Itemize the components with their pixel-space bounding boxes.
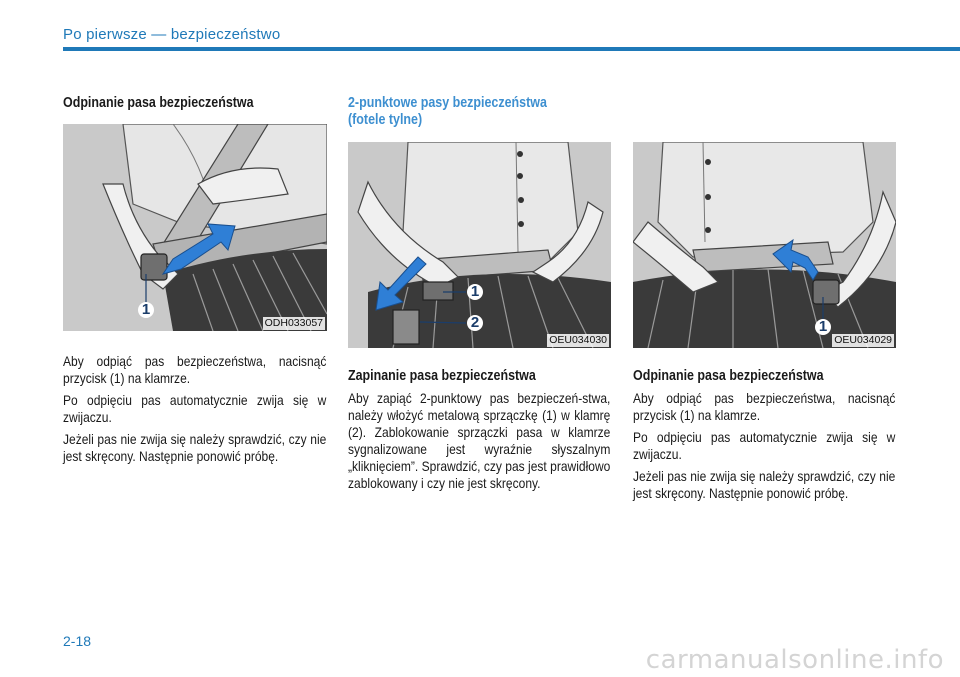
- middle-section-title: Zapinanie pasa bezpieczeństwa: [348, 368, 536, 384]
- right-paragraph-3: Jeżeli pas nie zwija się należy sprawdzić, czy nie jest skręcony. Następnie ponowić próbę.: [633, 468, 896, 501]
- illustration-unbuckle-rear: [633, 142, 896, 348]
- figure-code: OEU034029: [834, 334, 892, 346]
- figure-buckling-rear: [348, 142, 611, 348]
- figure-unbuckling-rear: [633, 142, 896, 348]
- middle-body-text: [348, 390, 611, 497]
- left-body-text: [63, 353, 327, 470]
- left-paragraph-1: Aby odpiąć pas bezpieczeństwa, nacisnąć przycisk (1) na klamrze.: [63, 353, 327, 386]
- watermark: carmanualsonline.info: [645, 645, 944, 675]
- header-rule: [63, 47, 960, 51]
- callout-1: 1: [815, 319, 831, 335]
- page-number: 2-18: [63, 633, 92, 649]
- left-paragraph-3: Jeżeli pas nie zwija się należy sprawdzić, czy nie jest skręcony. Następnie ponowić próbę.: [63, 431, 327, 464]
- middle-heading-line2: (fotele tylne): [348, 112, 423, 128]
- figure-code: ODH033057: [264, 317, 323, 329]
- figure-code: OEU034030: [549, 334, 607, 346]
- middle-heading-line1: 2-punktowe pasy bezpieczeństwa: [348, 95, 547, 111]
- figure-unbuckling-front: [63, 124, 327, 331]
- middle-paragraph: Aby zapiąć 2-punktowy pas bezpieczeń-stwa, należy włożyć metalową sprzączkę (1) w klamrę (2). Zablokowanie sprzączki pasa w klamrze sygnalizowane jest wyraźnie słyszalnym „kliknięciem”. Sprawdzić, czy pas jest prawidłowo zablokowany i czy nie jest skręcony.: [348, 390, 611, 491]
- callout-1: 1: [138, 302, 154, 318]
- left-section-title: Odpinanie pasa bezpieczeństwa: [63, 95, 254, 111]
- right-paragraph-1: Aby odpiąć pas bezpieczeństwa, nacisnąć przycisk (1) na klamrze.: [633, 390, 896, 423]
- callout-2: 2: [467, 315, 483, 331]
- callout-1: 1: [467, 284, 483, 300]
- right-paragraph-2: Po odpięciu pas automatycznie zwija się w zwijaczu.: [633, 429, 896, 462]
- right-section-title: Odpinanie pasa bezpieczeństwa: [633, 368, 824, 384]
- section-header: Po pierwsze — bezpieczeństwo: [63, 26, 281, 43]
- illustration-unbuckle-front: [63, 124, 327, 331]
- left-paragraph-2: Po odpięciu pas automatycznie zwija się w zwijaczu.: [63, 392, 327, 425]
- right-body-text: [633, 390, 896, 507]
